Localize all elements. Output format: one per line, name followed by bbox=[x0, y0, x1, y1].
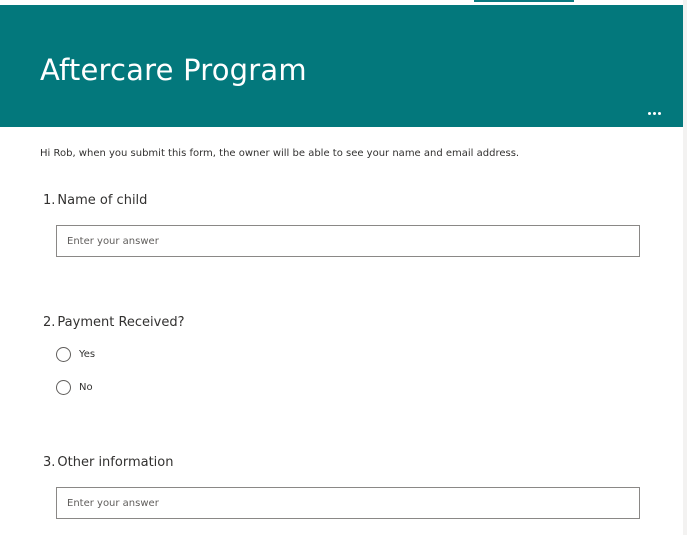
radio-label: Yes bbox=[79, 349, 96, 360]
more-horizontal-icon bbox=[648, 112, 651, 115]
radio-option-no[interactable] bbox=[56, 380, 93, 395]
question-3-title bbox=[43, 455, 173, 470]
privacy-notice: Hi Rob, when you submit this form, the owner will be able to see your name and email address. bbox=[40, 148, 520, 159]
more-horizontal-icon bbox=[653, 112, 656, 115]
radio-option-yes[interactable] bbox=[56, 347, 95, 362]
question-label: Other information bbox=[57, 455, 174, 470]
question-number: 3. bbox=[43, 455, 56, 470]
question-label: Payment Received? bbox=[57, 315, 185, 330]
question-label: Name of child bbox=[57, 193, 148, 208]
question-2-title bbox=[43, 315, 185, 330]
radio-button[interactable] bbox=[56, 380, 71, 395]
form-header bbox=[0, 5, 683, 127]
name-of-child-input[interactable] bbox=[56, 225, 640, 257]
radio-label: No bbox=[79, 382, 93, 393]
other-information-input[interactable] bbox=[56, 487, 640, 519]
question-1-title bbox=[43, 193, 147, 208]
form-title: Aftercare Program bbox=[40, 53, 307, 87]
more-horizontal-icon bbox=[658, 112, 661, 115]
question-number: 2. bbox=[43, 315, 56, 330]
top-tab-underline bbox=[474, 0, 574, 2]
question-number: 1. bbox=[43, 193, 56, 208]
radio-button[interactable] bbox=[56, 347, 71, 362]
more-options-button[interactable] bbox=[640, 105, 668, 121]
scroll-gutter bbox=[683, 0, 687, 535]
